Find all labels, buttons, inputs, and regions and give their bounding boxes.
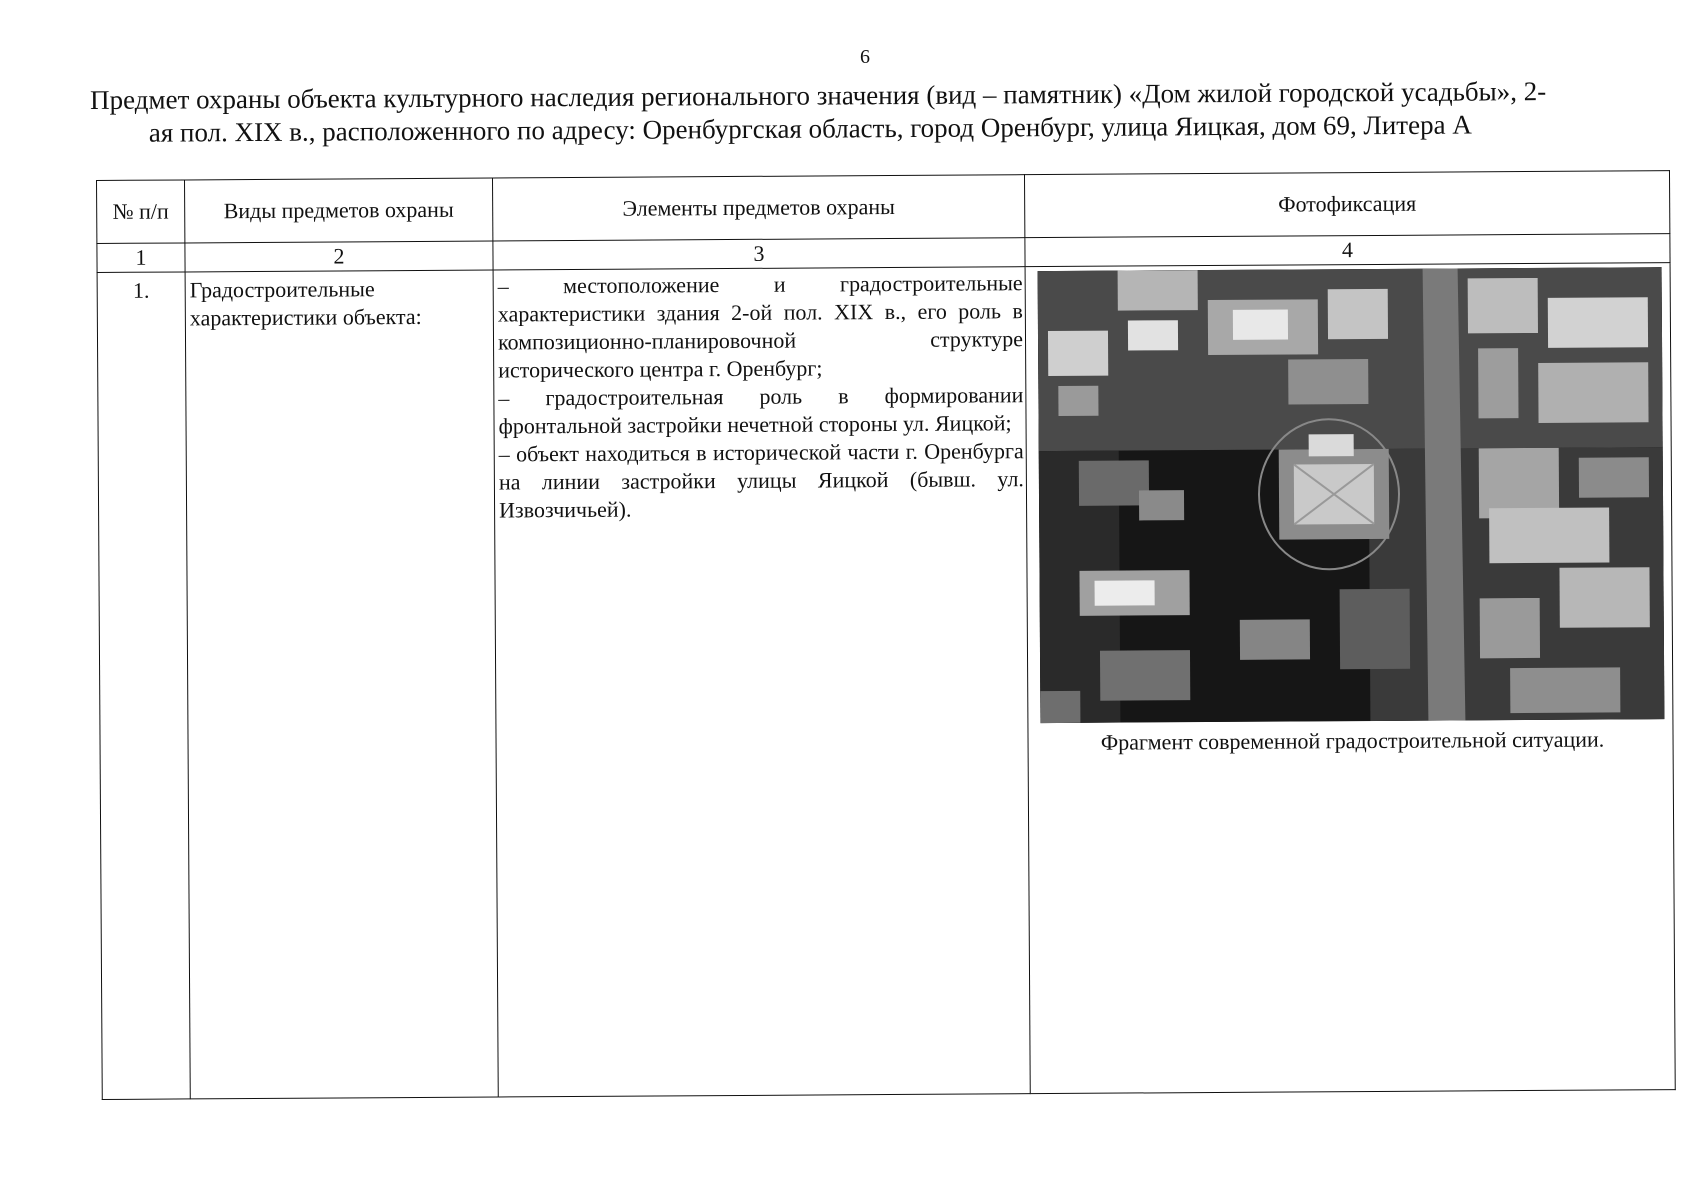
page-number: 6 <box>860 46 870 68</box>
table-header-row <box>97 171 1670 244</box>
title-line-2: ая пол. XIX в., расположенного по адресу: Оренбургская область, город Оренбург, улица Яицкая, дом 69, Литера А <box>148 109 1472 148</box>
column-number: 4 <box>1025 234 1670 267</box>
row-number: 1. <box>97 272 190 1100</box>
aerial-photo <box>1038 267 1665 723</box>
column-number: 2 <box>185 241 493 272</box>
document-title <box>90 75 1547 150</box>
element-item: – градостроительная роль в формировании фронтальной застройки нечетной стороны ул. Яицкой; <box>498 382 1024 439</box>
header-photo: Фотофиксация <box>1024 171 1669 238</box>
title-line-1: Предмет охраны объекта культурного наследия регионального значения (вид – памятник) «Дом жилой городской усадьбы», 2- <box>90 76 1547 115</box>
element-item: – местоположение и градостроительные характеристики здания 2-ой пол. XIX в., его роль в композиционно-планировочной структуре исторического центра г. Оренбург; <box>497 270 1024 383</box>
element-item: – объект находиться в исторической части г. Оренбурга на линии застройки улицы Яицкой (бывш. ул. Извозчичьей). <box>498 438 1024 523</box>
row-kind: Градостроительные характеристики объекта: <box>185 270 498 1099</box>
table-row <box>97 263 1675 1100</box>
header-num: № п/п <box>97 180 185 244</box>
header-kinds: Виды предметов охраны <box>185 178 493 243</box>
row-elements <box>493 267 1030 1097</box>
column-number: 3 <box>493 238 1025 270</box>
protection-table <box>96 170 1676 1100</box>
row-photo-cell <box>1025 263 1675 1094</box>
header-elements: Элементы предметов охраны <box>492 175 1024 241</box>
column-number: 1 <box>97 243 185 273</box>
photo-caption: Фрагмент современной градостроительной ситуации. <box>1100 726 1605 755</box>
